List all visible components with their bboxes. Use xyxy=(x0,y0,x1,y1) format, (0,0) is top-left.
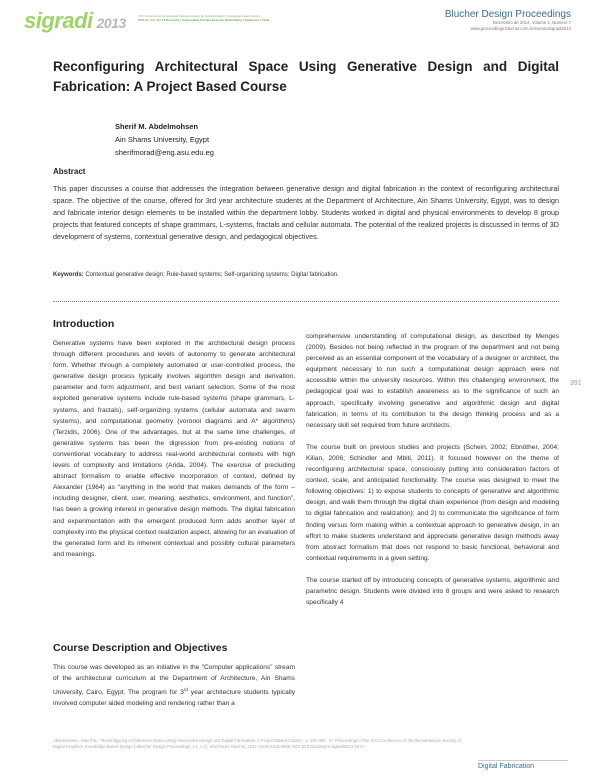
page-number: 391 xyxy=(570,380,582,387)
keywords xyxy=(53,272,559,278)
section-divider xyxy=(53,301,559,302)
conference-meta xyxy=(138,14,368,22)
abstract-heading: Abstract xyxy=(53,167,86,176)
author-name: Sherif M. Abdelmohsen xyxy=(115,122,199,131)
course-text-b: year architecture students typically involved computer aided modeling and rendering rather than a xyxy=(53,689,296,708)
abstract-text: This paper discusses a course that addresses the integration between generative design and digital fabrication in the context of reconfiguring architectural space. The objective of the course, offered for 3rd year architecture students at the Department of Architecture, Ain Shams University, Egypt, was to design and fabricate interior design elements to be installed within the department lobby. Students worked in digital and physical environments to develop 8 group projects that featured concepts of shape grammars, L-systems, fractals and cellular automata. The potential of the realized projects is discussed in terms of 3D development of systems, contextual generative design, and pedagogical objectives. xyxy=(53,184,559,241)
paper-title: Reconfiguring Architectural Space Using Generative Design and Digital Fabrication: A Project Based Course xyxy=(53,59,559,94)
introduction-text: Generative systems have been explored in the architectural design process through different procedures and levels of autonomy to generate architectural form. Whether through a completely automated or user-controlled process, the generative design process typically involves algorithm design and derivation, parameter and form adjustment, and best variant selection. Some of the most exploited generative systems include rule-based systems (shape grammars, L-systems, and fractals), self-organizing systems (cellular automata and swarm systems), and computational geometry (voronoi diagrams and A* algorithms) (Terzidis, 2006). One of the advantages, but at the same time challenges, of generative systems has been the digression from pre-existing notions of conventional vocabulary to address real-world architectural contexts with high levels of complexity and limitations (Arida, 2004). The exercise of precluding abstract formalism to enable effective incorporation of context, defined by Alexander (1964) as “anything in the world that makes demands of the form – including designer, client, user, meaning, aesthetics, environment, and function”, has been a growing interest in generative design methods. The digital fabrication and experimentation with the emergent produced form adds another layer of complexity into the physical context realization aspect, allowing for an evaluation of the generated form and its inherent contextual and possibly cultural parameters and meanings. xyxy=(53,340,295,558)
logo-text: sigradi xyxy=(24,8,93,33)
right-paragraph-2: The course built on previous studies and projects (Schein, 2002; Ebnöther, 2004; Kilian, 2006; Schindler and Mbiti, 2011). It focused however on the theme of reconfiguring architectural space, consciously putting into consideration factors of context, scale, and anticipated functionality. The course was designed to meet the following objectives: 1) to expose students to concepts of generative and algorithmic design, and walk them through the digital chain experience (from design and modeling to digital fabrication and realization); and 2) to communicate the significance of form finding versus form making within a contextual approach to generative design, in an effort to make students understand and appreciate generative design methods away from abstract formalism that does not respond to basic functional, behavioral and contextual requirements in a given setting. xyxy=(306,443,559,562)
journal-issue: Dezembro de 2014, Volume 1, Número 7 xyxy=(492,20,571,25)
author-block xyxy=(115,120,214,159)
course-text-a: This course was developed as an initiative in the “Computer applications” stream of the architectural curriculum at the Department of Architecture, Ain Shams University, Cairo, Egypt. The program for 3 xyxy=(53,664,295,697)
conference-logo xyxy=(24,8,126,34)
author-affiliation: Ain Shams University, Egypt xyxy=(115,135,210,144)
course-sup: rd xyxy=(183,687,188,693)
right-paragraph-1: comprehensive understanding of computational design, as described by Menges (2009). Besides not being reflected in the program of the department and not being perceived as an essential component of the vocabulary of a designer or architect, the equipment necessary to run such a computational design approach were not accessible within the university resources. Within this challenging environment, the pedagogical goal was to establish awareness as to the significance of such an approach, specifically involving generative and algorithmic design and digital fabrication, in terms of its contribution to the design thinking process and as a necessary skill set required from future architects. xyxy=(306,333,559,429)
logo-year: 2013 xyxy=(96,15,126,31)
journal-info xyxy=(445,9,571,32)
course-heading: Course Description and Objectives xyxy=(53,642,228,654)
meta-line-1: XVII Congreso de la Sociedad Iberoamericana de Gráfica Digital / Knowledge-based Design xyxy=(138,14,261,18)
citation-footer: Abdelmohsen, Sherif M.; "Reconfiguring Architectural Space Using Generative Design and Digital Fabrication: A Project Based Course", p. 391-395 . In: Proceedings of the XVII Conference of the Iberoamerican Society of Digital Graphics: Knowledge-based Design [=Blucher Design Proceedings, v.1, n.7]. São Paulo: Blucher, 2014. ISSN 2318-6968, DOI 10.5151/despro-sigradi2013-0074 xyxy=(53,738,461,749)
right-column xyxy=(306,331,559,619)
keywords-label: Keywords: xyxy=(53,272,84,278)
section-tag: Digital Fabrication xyxy=(478,760,568,770)
course-text xyxy=(53,662,295,710)
introduction-heading: Introduction xyxy=(53,318,115,330)
author-email[interactable]: sherifmorad@eng.asu.edu.eg xyxy=(115,148,214,157)
right-paragraph-3: The course started off by introducing concepts of generative systems, algorithmic and parametric design. Students were divided into 8 groups and were asked to research specifically 4 xyxy=(306,576,559,607)
journal-title: Blucher Design Proceedings xyxy=(444,9,571,20)
journal-url[interactable]: www.proceedings.blucher.com.br/evento/sigradi2013 xyxy=(470,26,571,31)
meta-line-2: XVII 13 / 14 / 15 / 16 November Universidad Técnica Federico Santa María / Valparaíso / Chile xyxy=(138,18,270,22)
keywords-text: Contextual generative design; Rule-based systems; Self-organizing systems; Digital fabrication. xyxy=(85,272,339,278)
